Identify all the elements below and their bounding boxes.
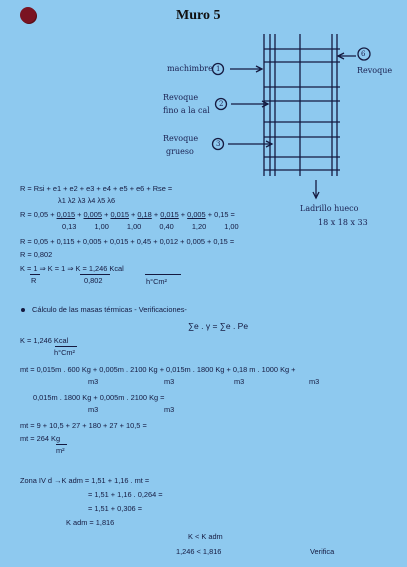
- den-val: 1,00: [126, 222, 142, 231]
- num-val: 0,18: [137, 210, 152, 219]
- label-ladrillo-dims: 18 x 18 x 33: [318, 218, 368, 227]
- num-val: 0,005: [187, 210, 206, 219]
- den-val: 0,40: [159, 222, 174, 231]
- mt-result: mt = 264 Kg: [20, 434, 61, 443]
- compare-expr: K < K adm: [188, 532, 223, 541]
- k-unit: h°Cm²: [54, 348, 76, 357]
- k-den-r: R: [31, 276, 37, 285]
- sum-formula: ∑e . γ = ∑e . Pe: [188, 321, 249, 331]
- k-den-val: 0,802: [84, 276, 103, 285]
- fraction-bar: [80, 274, 110, 275]
- den-val: 0,13: [62, 222, 77, 231]
- num-val: 0,005: [83, 210, 103, 219]
- page-title: Muro 5: [176, 8, 221, 23]
- fraction-bar: [30, 274, 40, 275]
- mt-unit: m²: [56, 446, 65, 455]
- bullet-icon: [21, 308, 25, 312]
- den-row: [62, 222, 239, 231]
- m3-label: m3: [164, 405, 175, 414]
- num-val: 0,015: [110, 210, 129, 219]
- zone-line-4: K adm = 1,816: [66, 518, 115, 527]
- circle-label-2: 2: [219, 100, 224, 108]
- r-result: R = 0,802: [20, 250, 53, 259]
- label-revoque-grueso-sub: grueso: [166, 147, 194, 156]
- zone-line-3: = 1,51 + 0,306 =: [88, 504, 143, 513]
- mt-sum: mt = 9 + 10,5 + 27 + 180 + 27 + 10,5 =: [20, 421, 147, 430]
- m3-label: m3: [309, 377, 320, 386]
- zone-line-1: Zona IV d →K adm = 1,51 + 1,16 . mt =: [20, 476, 150, 485]
- r-formula: R = Rsi + e1 + e2 + e3 + e4 + e5 + e6 + Rse =: [20, 184, 173, 193]
- den-val: 1,00: [224, 222, 239, 231]
- m3-label: m3: [234, 377, 245, 386]
- lambda-row: λ1 λ2 λ3 λ4 λ5 λ6: [58, 196, 116, 205]
- label-revoque-ext: Revoque: [357, 66, 393, 75]
- num-val: 0,015: [160, 210, 179, 219]
- section-heading: Cálculo de las masas térmicas - Verificaciones-: [32, 305, 187, 314]
- den-val: 1,00: [94, 222, 109, 231]
- fraction-bar: [55, 346, 77, 347]
- m3-label: m3: [164, 377, 175, 386]
- label-revoque-fino-sub: fino a la cal: [163, 106, 210, 115]
- label-machimbre: machimbre: [167, 64, 213, 73]
- mt-line-1: mt = 0,015m . 600 Kg + 0,005m . 2100 Kg + 0,015m . 1800 Kg + 0,18 m . 1000 Kg +: [20, 365, 296, 374]
- label-revoque-grueso: Revoque: [163, 134, 199, 143]
- den-val: 1,20: [191, 222, 207, 231]
- fraction-bar: [145, 274, 181, 275]
- circle-label-1: 1: [216, 65, 221, 73]
- verdict: Verifica: [310, 547, 335, 556]
- m3-label: m3: [88, 377, 99, 386]
- m3-label: m3: [88, 405, 99, 414]
- k-value: K = 1,246 Kcal: [20, 336, 69, 345]
- r-numeric-lead: R = 0,05 +: [20, 210, 57, 219]
- r-numeric-tail: + 0,15 =: [207, 210, 235, 219]
- k-formula: K = 1 ⇒ K = 1 ⇒ K = 1,246 Kcal: [20, 264, 124, 273]
- label-revoque-fino: Revoque: [163, 93, 199, 102]
- mt-line-2: 0,015m . 1800 Kg + 0,005m . 2100 Kg =: [33, 393, 165, 402]
- label-ladrillo: Ladrillo hueco: [300, 204, 359, 213]
- circle-label-3: 3: [216, 140, 221, 148]
- fraction-bar: [56, 444, 67, 445]
- num-val: 0,015: [56, 210, 76, 219]
- k-unit-den: h°Cm²: [146, 277, 168, 286]
- r-sum: R = 0,05 + 0,115 + 0,005 + 0,015 + 0,45 + 0,012 + 0,005 + 0,15 =: [20, 237, 235, 246]
- circle-label-6: 6: [361, 50, 366, 58]
- r-numeric: R = 0,05 + 0,015 + 0,005 + 0,015 + 0,18 + 0,015 + 0,005 + 0,15 =: [20, 210, 235, 219]
- compare-values: 1,246 < 1,816: [176, 547, 222, 556]
- zone-line-2: = 1,51 + 1,16 . 0,264 =: [88, 490, 163, 499]
